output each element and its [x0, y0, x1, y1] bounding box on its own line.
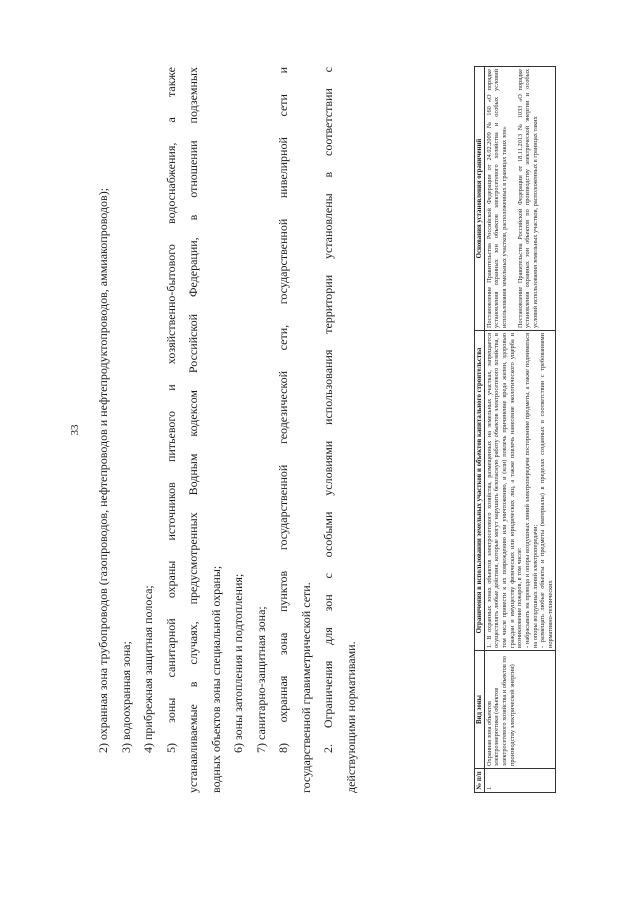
list-item: 8) охранная зона пунктов государственной геодезической сети, государственной нивелирной сети и [276, 67, 290, 753]
list-item: действующими нормативами. [343, 641, 358, 793]
cell-zone-type: Охранная зона объектов электроэнергетики (объектов электросетевого хозяйства и объектов по производству электрической энергии) [485, 651, 556, 769]
cell-basis [485, 67, 556, 331]
table-row [485, 67, 556, 793]
list-item: 6) зоны затопления и подтопления; [231, 573, 245, 753]
list-item: 4) прибрежная защитная полоса; [141, 585, 155, 753]
list-item: 5) зоны санитарной охраны источников питьевого и хозяйственно-бытового водоснабжения, а также [163, 67, 178, 753]
list-item: 3) водоохранная зона; [118, 641, 133, 753]
restriction-text: - набрасывать на провода и опоры воздушных линий электропередачи посторонние предметы, а также подниматься на опоры воздушных линий электропередачи; [524, 333, 539, 648]
list-item: 7) санитарно-защитная зона; [253, 606, 268, 753]
header-number: № п/п [475, 769, 485, 793]
header-basis: Основания установления ограничений [475, 67, 485, 331]
document-page [64, 67, 584, 793]
table-header-row [475, 67, 485, 793]
list-item: 2. Ограничения для зон с особыми условиями использования территории установлены в соответствии с [321, 67, 335, 753]
zone-list [92, 67, 362, 793]
restriction-text: 1. В охранных зонах объектов электросетевого хозяйства, размещенных на земельных участках, запрещается осуществлять любые действия, которые могут нарушить безопасную работу объектов электросетевого хозяйства, в том числе привести к их повреждению или уничтожению, и (или) повлечь причинение вреда жизни, здоровью граждан и имуществу физических или юридических лиц, а также повлечь нанесение экологического ущерба и возникновение пожаров, в том числе: [485, 333, 524, 648]
list-item: государственной гравиметрической сети. [298, 582, 313, 793]
list-item: водных объектов зоны специальной охраны; [208, 565, 223, 793]
restrictions-table [474, 66, 556, 793]
basis-text: Постановление Правительства Российской Федерации от 18.11.2013 № 1033 «О порядке установления охранных зон объектов по производству электрической энергии и особых условий использования земельных участков, расположенных в границах таких [516, 69, 540, 328]
restriction-text: - размещать любые объекты и предметы (материалы) в пределах созданных в соответствии с требованиями нормативно-технических [539, 333, 555, 648]
list-item: 2) охранная зона трубопроводов (газопроводов, нефтепроводов и нефтепродуктопроводов, аммиакопроводов); [96, 187, 110, 753]
header-zone-type: Вид зоны [475, 651, 485, 769]
list-item: устанавливаемые в случаях, предусмотренных Водным кодексом Российской Федерации, в отношении подземных [186, 67, 200, 793]
header-restrictions: Ограничения в использовании земельных участков и объектов капитального строительства [475, 331, 485, 651]
basis-text: Постановление Правительства Российской Федерации от 24.02.2009 № 160 «О порядке установления охранных зон объектов электросетевого хозяйства и особых условий использования земельных участков, расположенных в границах таких зон» [485, 69, 508, 328]
cell-number: 1 [485, 769, 556, 793]
cell-restrictions [485, 331, 556, 651]
page-number: 33 [69, 424, 81, 436]
